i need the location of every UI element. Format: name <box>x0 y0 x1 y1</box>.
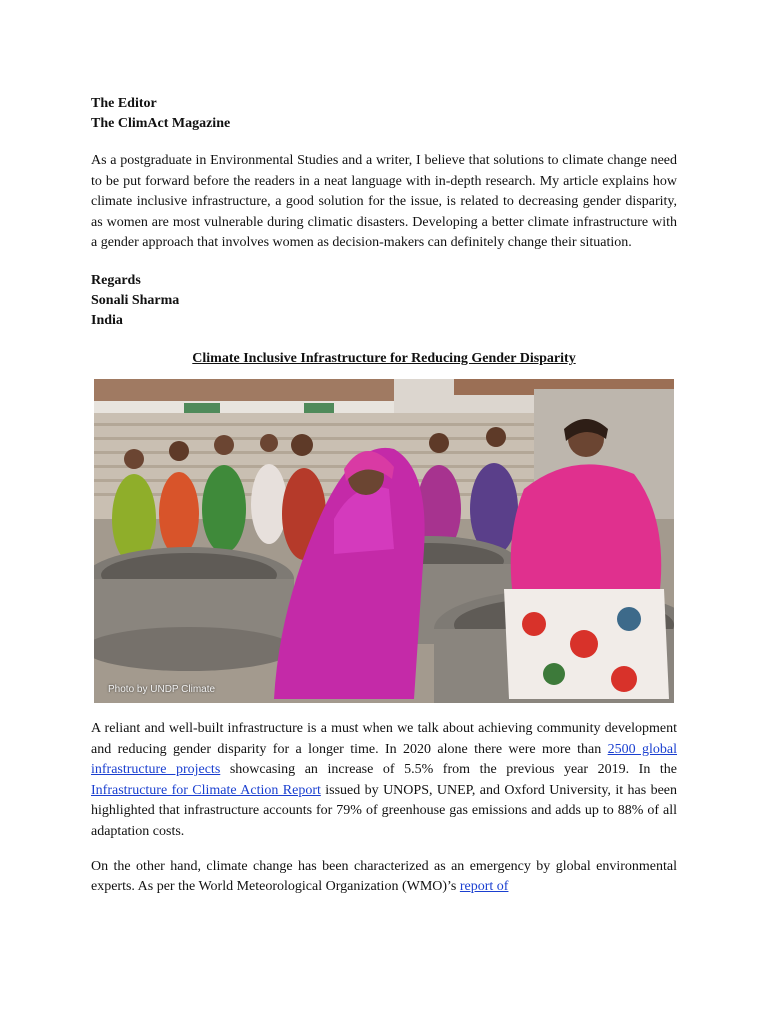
article-title: Climate Inclusive Infrastructure for Reducing Gender Disparity <box>192 350 576 366</box>
link-wmo-report[interactable]: report of <box>459 879 509 895</box>
link-global-infrastructure-projects[interactable]: 2500 global infrastructure projects <box>91 741 677 778</box>
article-photo <box>94 379 674 703</box>
photo-caption: Photo by UNDP Climate <box>108 683 216 695</box>
link-infrastructure-climate-action-report[interactable]: Infrastructure for Climate Action Report <box>91 782 321 798</box>
signature-block <box>91 271 677 331</box>
document-content <box>91 94 677 898</box>
paragraph-text: showcasing an increase of 5.5% from the previous year 2019. In the <box>220 762 677 778</box>
paragraph-text: A reliant and well-built infrastructure is a must when we talk about achieving community development and reducing gender disparity for a longer time. In 2020 alone there were more than <box>91 720 677 757</box>
paragraph-text: issued by UNOPS, UNEP, and Oxford University, it has been highlighted that infrastructure accounts for 79% of greenhouse gas emissions and adds up to 88% of all adaptation costs. <box>91 782 678 839</box>
paragraph-text: On the other hand, climate change has been characterized as an emergency by global environmental experts. As per the World Meteorological Organization (WMO)’s <box>91 858 677 895</box>
signature-regards: Regards <box>91 272 141 288</box>
recipient-line: The Editor <box>91 96 157 111</box>
magazine-name: The ClimAct Magazine <box>91 116 231 131</box>
intro-paragraph: As a postgraduate in Environmental Studies and a writer, I believe that solutions to climate change need to be put forward before the readers in a neat language with in-depth research. My article explains how climate inclusive infrastructure, a good solution for the issue, is related to decreasing gender disparity, as women are most vulnerable during climatic disasters. Developing a better climate infrastructure with a gender approach that involves women as decision-makers can definitely change their situation. <box>91 153 677 251</box>
signature-country: India <box>91 312 123 328</box>
paragraph-climate-emergency <box>91 857 677 898</box>
signature-name: Sonali Sharma <box>91 292 180 308</box>
women-group-illustration <box>94 379 674 703</box>
paragraph-infrastructure <box>91 719 677 843</box>
